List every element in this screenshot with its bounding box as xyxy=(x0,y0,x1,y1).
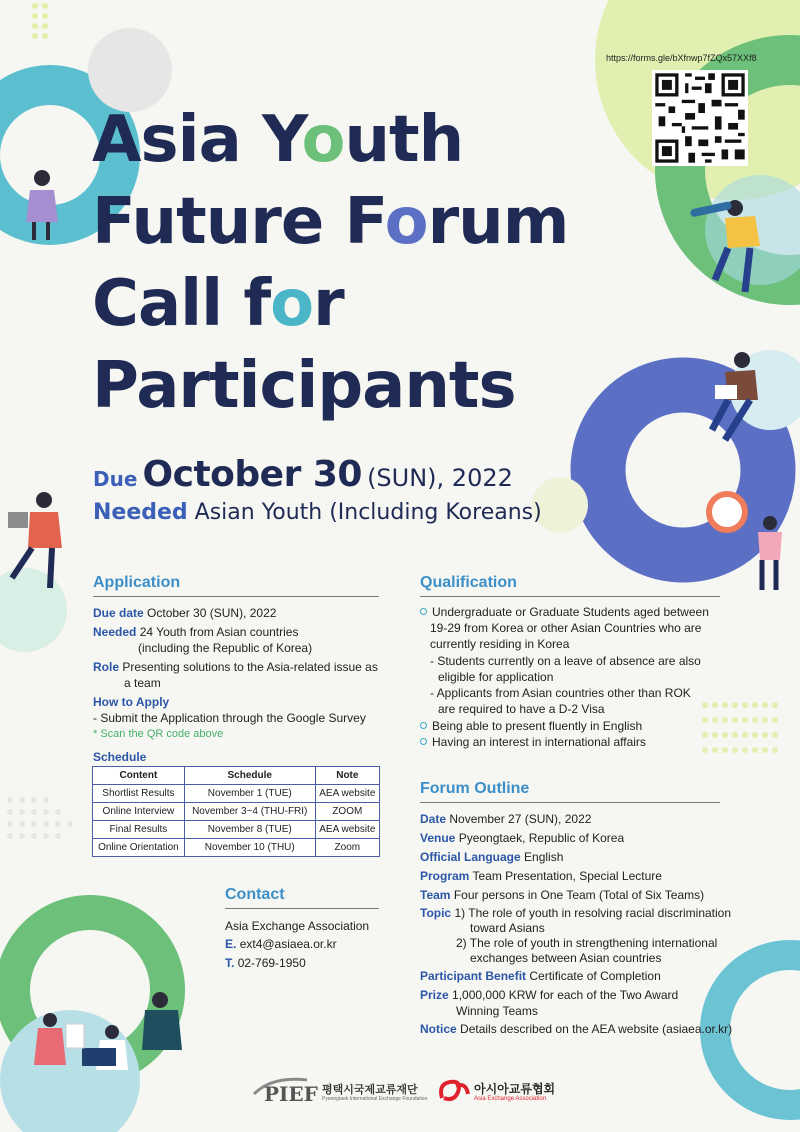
pief-logo xyxy=(252,1074,432,1108)
col-header-schedule: Schedule xyxy=(184,767,315,785)
bullet-icon xyxy=(420,722,427,729)
application-needed-cont: (including the Republic of Korea) xyxy=(138,641,313,655)
table-row xyxy=(93,785,380,803)
forum-program: Program Team Presentation, Special Lecture xyxy=(420,869,662,883)
qualification-item-2: Being able to present fluently in English xyxy=(420,718,642,734)
table-cell: Online Interview xyxy=(93,803,185,821)
email-link[interactable]: ext4@asiaea.or.kr xyxy=(239,937,337,951)
forum-topic2: 2) The role of youth in strengthening international xyxy=(456,936,718,950)
application-due-date: Due date October 30 (SUN), 2022 xyxy=(93,606,277,620)
application-role-cont: a team xyxy=(124,676,161,690)
aea-korean-name: 아시아교류협회 xyxy=(474,1082,556,1096)
table-cell: Online Orientation xyxy=(93,839,185,857)
title-line-4: Participants xyxy=(92,349,516,423)
table-cell: November 10 (THU) xyxy=(184,839,315,857)
contact-email: E. ext4@asiaea.or.kr xyxy=(225,937,337,951)
bullet-icon xyxy=(420,608,427,615)
forum-topic1-cont: toward Asians xyxy=(470,921,545,935)
forum-notice: Notice Details described on the AEA website (asiaea.or.kr) xyxy=(420,1022,733,1036)
table-cell: AEA website xyxy=(315,785,379,803)
qr-code-icon xyxy=(652,70,748,166)
table-cell: November 8 (TUE) xyxy=(184,821,315,839)
application-role: Role Presenting solutions to the Asia-related issue as xyxy=(93,660,378,674)
qualification-heading: Qualification xyxy=(420,574,720,597)
qualification-item-1-cont: 19-29 from Korea or other Asian Countries who are xyxy=(430,621,702,635)
aea-logo xyxy=(436,1074,566,1108)
table-row xyxy=(93,839,380,857)
qualification-item-1-cont2: currently residing in Korea xyxy=(430,637,570,651)
qr-note: * Scan the QR code above xyxy=(93,728,224,740)
table-header-row xyxy=(93,767,380,785)
forum-outline-heading: Forum Outline xyxy=(420,780,720,803)
forum-prize-cont: Winning Teams xyxy=(456,1004,538,1018)
qualification-subitem-1-cont: eligible for application xyxy=(438,670,554,684)
qualification-subitem-2-cont: are required to have a D-2 Visa xyxy=(438,702,605,716)
table-cell: Final Results xyxy=(93,821,185,839)
table-cell: Shortlist Results xyxy=(93,785,185,803)
forum-team: Team Four persons in One Team (Total of Six Teams) xyxy=(420,888,705,902)
contact-tel: T. 02-769-1950 xyxy=(225,956,306,970)
table-cell: November 3~4 (THU-FRI) xyxy=(184,803,315,821)
contact-heading: Contact xyxy=(225,886,379,909)
application-needed: Needed 24 Youth from Asian countries xyxy=(93,625,299,639)
application-heading: Application xyxy=(93,574,379,597)
qualification-subitem-1: - Students currently on a leave of absence are also xyxy=(430,654,701,668)
how-to-apply-text: - Submit the Application through the Google Survey xyxy=(93,711,366,725)
qr-code[interactable] xyxy=(652,70,748,166)
aea-english-name: Asia Exchange Association xyxy=(474,1096,547,1102)
table-row xyxy=(93,821,380,839)
qualification-subitem-2: - Applicants from Asian countries other than ROK xyxy=(430,686,691,700)
survey-url[interactable]: https://forms.gle/bXfnwp7fZQx57XXf8 xyxy=(606,53,757,63)
schedule-heading: Schedule xyxy=(93,750,147,764)
forum-venue: Venue Pyeongtaek, Republic of Korea xyxy=(420,831,625,845)
forum-benefit: Participant Benefit Certificate of Completion xyxy=(420,969,661,983)
schedule-table xyxy=(92,766,380,857)
table-cell: November 1 (TUE) xyxy=(184,785,315,803)
qualification-item-1: Undergraduate or Graduate Students aged between xyxy=(420,604,709,620)
table-row xyxy=(93,803,380,821)
table-cell: AEA website xyxy=(315,821,379,839)
table-cell: ZOOM xyxy=(315,803,379,821)
title-line-1: Asia Youth xyxy=(92,103,464,177)
qualification-item-3: Having an interest in international affairs xyxy=(420,734,646,750)
how-to-apply-label: How to Apply xyxy=(93,695,170,709)
bullet-icon xyxy=(420,738,427,745)
forum-language: Official Language English xyxy=(420,850,564,864)
title-line-2: Future Forum xyxy=(92,185,569,259)
pief-english-name: Pyeongtaek International Exchange Foundation xyxy=(322,1096,428,1102)
forum-topic2-cont: exchanges between Asian countries xyxy=(470,951,662,965)
contact-org: Asia Exchange Association xyxy=(225,919,370,933)
pief-wordmark: PIEF xyxy=(264,1082,318,1106)
aea-logo-icon xyxy=(436,1076,470,1106)
forum-date: Date November 27 (SUN), 2022 xyxy=(420,812,592,826)
pief-korean-name: 평택시국제교류재단 xyxy=(322,1084,418,1096)
title-line-3: Call for xyxy=(92,267,344,341)
table-cell: Zoom xyxy=(315,839,379,857)
col-header-content: Content xyxy=(93,767,185,785)
col-header-note: Note xyxy=(315,767,379,785)
needed-line: Needed Asian Youth (Including Koreans) xyxy=(93,500,542,525)
forum-topic: Topic 1) The role of youth in resolving racial discrimination xyxy=(420,906,732,920)
due-line: Due October 30 (SUN), 2022 xyxy=(93,454,513,495)
forum-prize: Prize 1,000,000 KRW for each of the Two Award xyxy=(420,988,679,1002)
